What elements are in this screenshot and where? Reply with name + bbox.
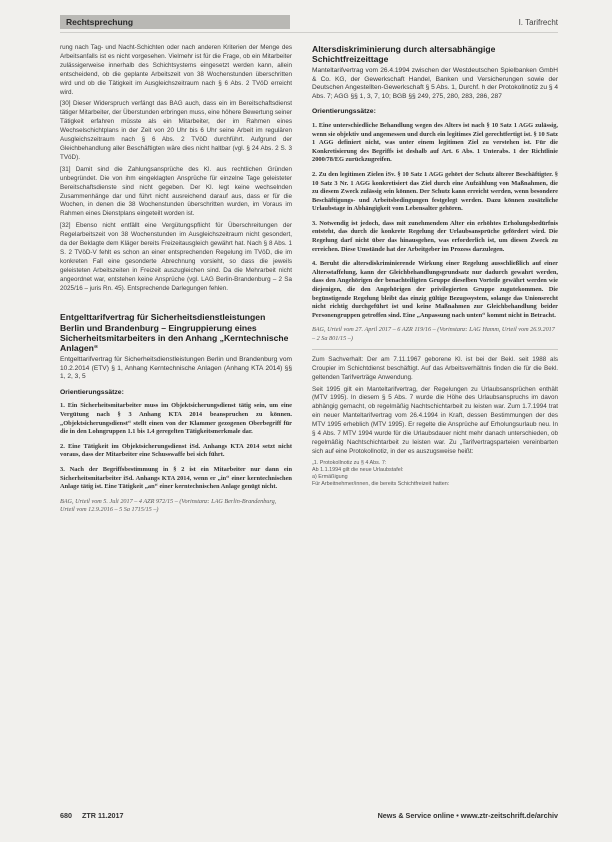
section-right-label: I. Tarifrecht: [518, 17, 558, 27]
article-reference: Entgelttarifvertrag für Sicherheitsdienstleistungen Berlin und Brandenburg vom 10.2.2014 (ETV) § 1, Anhang Kerntechnische Anlagen (Anhang KTA 2014) §§ 1, 2, 3, 5: [60, 356, 292, 381]
note-line: Ab 1.1.1994 gilt die neue Urlaubstafel:: [312, 466, 404, 473]
paragraph: [30] Dieser Widerspruch verfängt das BAG auch, dass ein im Bereitschaftsdienst tätiger Mitarbeiter, der Überstunden erbringen muss, eine höhere Bewertung seiner Tätigkeit erfahren müsste als ein Mitarbeiter, der im Rahmen eines Wechselschichtplans in der Zeit von 20 Uhr bis 6 Uhr seine Arbeit im regulären Ausgleichszeitraum nach § 6 Abs. 2 TVöD durchführt. Aufgrund der Gleichbehandlung aller Beschäftigten wäre dies nicht haltbar (vgl. § 24 Abs. 2 S. 3 TVöD).: [60, 100, 292, 161]
article-title: Altersdiskriminierung durch altersabhängige Schichtfreizeittage: [312, 44, 496, 65]
page-header: [60, 14, 558, 30]
archive-link[interactable]: News & Service online • www.ztr-zeitschrift.de/archiv: [377, 810, 558, 820]
note-line: Für Arbeitnehmer/innen, die bereits Schichtfreizeit hatten:: [312, 481, 450, 488]
article-reference: Manteltarifvertrag vom 26.4.1994 zwischen der Westdeutschen Spielbanken GmbH & Co. KG, der Gewerkschaft Handel, Banken und Versicherungen sowie der Deutschen Angestellten-Gewerkschaft § 5 Abs. 1, Durchf. h der Protokollnotiz zu § 4 Abs. 7; AGG §§ 1, 3, 7, 10; BGB §§ 249, 275, 280, 283, 286, 287: [312, 67, 558, 100]
page-number: 680: [60, 810, 72, 820]
page-number-block: [60, 811, 124, 820]
paragraph: Seit 1995 gilt ein Manteltarifvertrag, der Regelungen zu Urlaubsansprüchen enthält (MTV 1995). In diesem § 5 Abs. 7 wurde die Höhe des Urlaubsanspruchs im davon abhängig gemacht, ob regelmäßig Nachtschichtarbeit zu leisten war. Zum 1.7.1994 trat ein neuer Manteltarifvertrag vom 26.4.1994 in Kraft, dessen Bestimmungen der des MTV 1995 erheblich (MTV 1995). Er regelte die Ansprüche auf Erholungsurlaub neu. In § 4 Abs. 7 MTV 1994 wurde für die Urlaubsdauer nicht mehr danach unterschieden, ob regelmäßig Nachtschichtarbeit zu leisten war. Zu „Tarifvertragsparteien vereinbarten sich auf eine Protokollnotiz, in der es auszugsweise heißt:: [312, 385, 558, 455]
page-footer: [60, 808, 558, 822]
paragraph: [31] Damit sind die Zahlungsansprüche des Kl. aus rechtlichen Gründen unbegründet. Die von ihm eingeklagten Ansprüche für einzelne Tage geleisteter Bereitschaftsdienste sind nicht gegeben. Der Kl. legt keine wechselnden Zusammenhänge dar und führt nicht ausreichend darauf aus, dass er für die Wochen, in denen die 38 Wochenstunden überschritten wurden, im Voraus im Rahmen eines Dienstplans eingeteilt worden ist.: [60, 165, 292, 218]
article-title: Entgelttarifvertrag für Sicherheitsdienstleistungen Berlin und Brandenburg – Eingruppierung eines Sicherheitsmitarbeiters in den Anhang „Kerntechnische Anlagen“: [60, 312, 289, 354]
section-divider: [312, 349, 558, 350]
paragraph: [32] Ebenso nicht entfällt eine Vergütungspflicht für Überschreitungen der Regelarbeitszeit von 38 Wochenstunden im Ausgleichszeitraum nicht gesondert, da der Beklagte dem Kläger bereits Freizeitausgleich gewährt hat. Nach § 8 Abs. 1 S. 2 TVöD-V fehlt es schon an einer entsprechenden Regelung im TVöD, die im konkreten Fall eine gesonderte Abrechnung vorsieht, so dass die jeweils geleisteten Arbeitszeiten in Freizeit auszugleichen sind. Da die Mehrarbeit nicht angeordnet war, entstehen keine Ansprüche (vgl. LAG Berlin-Brandenburg – 2 Sa 2025/16 – juris Rn. 45). Entsprechende Darlegungen fehlen.: [60, 222, 292, 292]
right-column: [312, 44, 558, 489]
header-divider: [60, 32, 558, 33]
paragraph: rung nach Tag- und Nacht-Schichten oder nach anderen Kriterien der Menge des Arbeitsanfalls ist es nicht vorgesehen. Vielmehr ist für die Frage, ob ein Mitarbeiter zulässigerweise innerhalb des Schichtsystems eingesetzt werden kann, allein entscheidend, ob die geplante Arbeitszeit von 38 Wochenstunden überschritten wird und ob die Tätigkeit im Ausgleichszeitraum nach § 6 Abs. 2 TVöD erreicht wird.: [60, 44, 292, 96]
note-line: a) Ermäßigung: [312, 474, 348, 481]
left-column: [60, 44, 292, 518]
note-line: „1. Protokollnotiz zu § 4 Abs. 7:: [312, 459, 387, 466]
paragraph: Zum Sachverhalt: Der am 7.11.1967 geborene Kl. ist bei der Bekl. seit 1988 als Croupier im Schichtdienst beschäftigt. Auf das Arbeitsverhältnis finden die für die Bekl. geltenden Tarifverträge Anwendung.: [312, 355, 558, 381]
guideline-item: 2. Zu den legitimen Zielen iSv. § 10 Satz 1 AGG gehört der Schutz älterer Beschäftigter. § 10 Satz 3 Nr. 1 AGG konkretisiert das Ziel durch eine Aufzählung von Maßnahmen, die zu diesem Zweck zulässig sein können. Der Schutz kann erreicht werden, wenn besondere Beschäftigungs- und Arbeitsbedingungen festgelegt werden. Dazu können zusätzliche Urlaubstage in Abhängigkeit vom Lebensalter gehören.: [312, 170, 558, 213]
guideline-item: 1. Ein Sicherheitsmitarbeiter muss im Objektsicherungsdienst tätig sein, um eine Vergütung nach § 3 Anhang KTA 2014 beanspruchen zu können. „Objektsicherungsdienst“ stellt einen von der Klammer gezogenen Oberbegriff für die in den Lohngruppen 1.1 bis 1.4 geregelten Tätigkeitsmerkmale dar.: [60, 402, 292, 436]
guideline-item: 1. Eine unterschiedliche Behandlung wegen des Alters ist nach § 10 Satz 1 AGG zulässig, wenn sie objektiv und angemessen und durch ein legitimes Ziel gerechtfertigt ist. § 10 Satz 1 AGG definiert nicht, was unter einem legitimen Ziel zu verstehen ist. Für die Konkretisierung des Begriffs ist deshalb auf Art. 6 Abs. 1 Unterabs. 1 der Richtlinie 2000/78/EG zurückzugreifen.: [312, 121, 558, 164]
guideline-item: 3. Nach der Begriffsbestimmung in § 2 ist ein Mitarbeiter nur dann ein Sicherheitsmitarbeiter iSd. Anhangs KTA 2014, wenn er „in“ einer kerntechnischen Anlage tätig ist. Eine Tätigkeit „an“ einer kerntechnischen Anlage genügt nicht.: [60, 465, 292, 491]
section-label: Rechtsprechung: [60, 15, 290, 29]
journal-issue: ZTR 11.2017: [82, 810, 124, 820]
guidelines-heading: Orientierungssätze:: [60, 388, 124, 396]
protocol-note: [312, 460, 558, 489]
guidelines-heading: Orientierungssätze:: [312, 108, 376, 116]
guideline-item: 3. Notwendig ist jedoch, dass mit zunehmendem Alter ein erhöhtes Erholungsbedürfnis entsteht, das durch die konkrete Regelung der Urlaubsansprüche gefördert wird. Die Regelung darf nicht über das hinausgehen, was erforderlich ist, um diesen Zweck zu erreichen. Diese Umstände hat der Arbeitgeber im Prozess darzulegen.: [312, 219, 558, 253]
guideline-item: 2. Eine Tätigkeit im Objektsicherungsdienst iSd. Anhangs KTA 2014 setzt nicht voraus, dass der Mitarbeiter eine Schusswaffe bei sich führt.: [60, 442, 292, 459]
guideline-item: 4. Beruht die altersdiskriminierende Wirkung einer Regelung ausschließlich auf einer Altersstaffelung, kann der Gleichbehandlungsgrundsatz nur dadurch gewahrt werden, dass den Angehörigen der benachteiligten Gruppe dieselben Vorteile gewährt werden wie diejenigen, die den Angehörigen der privilegierten Gruppe zugutekommen. Die begünstigende Regelung bleibt das einzig gültige Bezugssystem, solange das Unionsrecht nicht richtig durchgeführt ist und keine Maßnahmen zur Gleichbehandlung beider Personengruppen getroffen sind. Eine „Anpassung nach unten“ kommt nicht in Betracht.: [312, 260, 558, 319]
spacer: [60, 296, 292, 312]
court-citation: BAG, Urteil vom 5. Juli 2017 – 4 AZR 972/15 – (Vorinstanz: LAG Berlin-Brandenburg, Urteil vom 12.9.2016 – 5 Sa 1715/15 –): [60, 497, 277, 513]
court-citation: BAG, Urteil vom 27. April 2017 – 6 AZR 119/16 – (Vorinstanz: LAG Hamm, Urteil vom 26.9.2017 – 2 Sa 801/15 –): [312, 326, 555, 342]
